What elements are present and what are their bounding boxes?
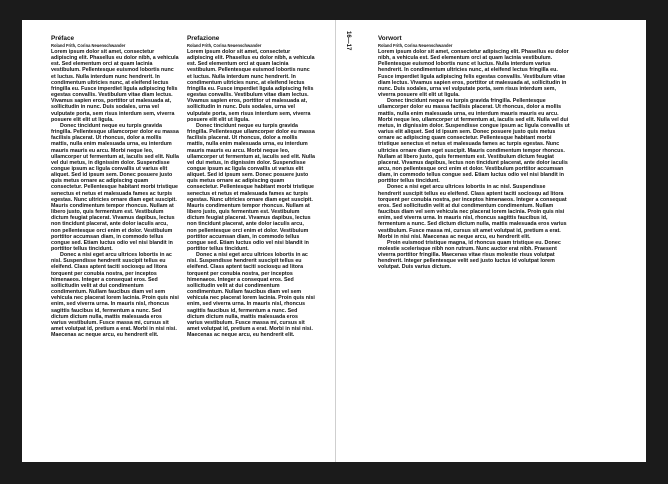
paragraph: Lorem ipsum dolor sit amet, consectetur adipiscing elit. Phasellus eu dolor nibh, a vehicula est. Sed elementum orci at quam lacinia vestibulum. Pellentesque euismod lobortis nunc et luctus. Nulla interdum nunc hendrerit. In condimentum ultricies nunc, at eleifend lectus fringilla eu. Fusce imperdiet ligula adipiscing felis egestas convallis. Vestibulum vitae diam lectus. Vivamus sapien eros, porttitor ut malesuada at, sollicitudin in nunc. Duis sodales, urna vel vulputate porta, sem risus interdum sem, viverra posuere elit elit ut ligula. [187, 49, 315, 123]
paragraph: Donec a nisi eget arcu ultrices lobortis in ac nisl. Suspendisse hendrerit suscipit tellus eu eleifend. Class aptent taciti sociosqu ad litora torquent per conubia nostra, per inceptos himenaeos. Integer a consequat eros. Sed sollicitudin velit at dui condimentum condimentum. Nullam faucibus diam vel sem vehicula nec placerat lorem lacinia. Proin quis nisi enim, sed viverra urna. In mauris nisl, rhoncus sagittis faucibus id, fermentum a nunc. Sed dictum dictum nulla, mattis malesuada eros varius vestibulum. Fusce massa mi, cursus sit amet volutpat id, pretium a erat. Morbi in nisi nisi. Maecenas ac neque arcu, eu hendrerit elit. [187, 252, 315, 339]
column-author: Roland Frith, Corina Neuenschwander [187, 43, 262, 48]
paragraph: Lorem ipsum dolor sit amet, consectetur adipiscing elit. Phasellus eu dolor nibh, a vehicula est. Sed elementum orci at quam lacinia vestibulum. Pellentesque euismod lobortis nunc et luctus. Nulla interdum nunc hendrerit. In condimentum ultricies nunc, at eleifend lectus fringilla eu. Fusce imperdiet ligula adipiscing felis egestas convallis. Vestibulum vitae diam lectus. Vivamus sapien eros, porttitor ut malesuada at, sollicitudin in nunc. Duis sodales, urna vel vulputate porta, sem risus interdum sem, viverra posuere elit elit ut ligula. [51, 49, 179, 123]
column-vorwort [378, 35, 570, 271]
column-body [378, 49, 570, 271]
column-title: Vorwort [378, 35, 402, 42]
page-gutter [335, 20, 336, 462]
paragraph: Donec tincidunt neque eu turpis gravida fringilla. Pellentesque ullamcorper dolor eu massa facilisis placerat. Ut rhoncus, dolor a mollis mattis, nulla enim malesuada urna, eu interdum mauris mauris eu arcu. Morbi neque leo, ullamcorper ut fermentum at, iaculis sed elit. Nulla vel dui metus, in dignissim dolor. Suspendisse congue ipsum ac ligula convallis ut varius elit aliquet. Sed id ipsum sem. Donec posuere justo quis metus ornare ac adipiscing quam consectetur. Pellentesque habitant morbi tristique senectus et netus et malesuada fames ac turpis egestas. Nunc ultricies ornare diam eget suscipit. Mauris condimentum tempor rhoncus. Nullam at libero justo, quis fermentum est. Vestibulum dictum feugiat placerat. Vivamus dapibus, lectus non tincidunt placerat, ante dolor iaculis arcu, non pellentesque orci enim et dolor. Vestibulum porttitor accumsan diam, in commodo tellus congue sed. Etiam luctus odio vel nisi blandit in porttitor tellus tincidunt. [378, 98, 570, 185]
column-title: Préface [51, 35, 75, 42]
column-body [51, 49, 179, 338]
page-number: 16—17 [345, 31, 351, 51]
paragraph: Donec a nisi eget arcu ultrices lobortis in ac nisl. Suspendisse hendrerit suscipit tellus eu eleifend. Class aptent taciti sociosqu ad litora torquent per conubia nostra, per inceptos himenaeos. Integer a consequat eros. Sed sollicitudin velit at dui condimentum condimentum. Nullam faucibus diam vel sem vehicula nec placerat lorem lacinia. Proin quis nisi enim, sed viverra urna. In mauris nisl, rhoncus sagittis faucibus id, fermentum a nunc. Sed dictum dictum nulla, mattis malesuada eros varius vestibulum. Fusce massa mi, cursus sit amet volutpat id, pretium a erat. Morbi in nisi nisi. Maecenas ac neque arcu, eu hendrerit elit. [51, 252, 179, 339]
paragraph: Lorem ipsum dolor sit amet, consectetur adipiscing elit. Phasellus eu dolor nibh, a vehicula est. Sed elementum orci at quam lacinia vestibulum. Pellentesque euismod lobortis nunc et luctus. Nulla interdum varius hendrerit. In condimentum ultricies nunc, at eleifend lectus fringilla eu. Fusce imperdiet ligula adipiscing felis egestas convallis. Vestibulum vitae diam lectus. Vivamus sapien eros, porttitor ut malesuada at, sollicitudin in nunc. Duis sodales, urna vel vulputate porta, sem risus interdum sem, viverra posuere elit elit ut ligula. [378, 49, 569, 99]
column-preface [51, 35, 179, 338]
paragraph: Donec a nisi eget arcu ultrices lobortis in ac nisl. Suspendisse hendrerit suscipit tellus eu eleifend. Class aptent taciti sociosqu ad litora torquent per conubia nostra, per inceptos himenaeos. Integer a consequat eros. Sed sollicitudin velit at dui condimentum condimentum. Nullam faucibus diam vel sem vehicula nec placerat lorem lacinia. Proin quis nisi enim, sed viverra urna. In mauris nisl, rhoncus sagittis faucibus id, fermentum a nunc. Sed dictum dictum nulla, mattis malesuada eros varius vestibulum. Fusce massa mi, cursus sit amet volutpat id, pretium a erat. Morbi in nisi nisi. Maecenas ac neque arcu, eu hendrerit elit. [378, 184, 567, 240]
paragraph: Donec tincidunt neque eu turpis gravida fringilla. Pellentesque ullamcorper dolor eu massa facilisis placerat. Ut rhoncus, dolor a mollis mattis, nulla enim malesuada urna, eu interdum mauris mauris eu arcu. Morbi neque leo, ullamcorper ut fermentum at, iaculis sed elit. Nulla vel dui metus, in dignissim dolor. Suspendisse congue ipsum ac ligula convallis ut varius elit aliquet. Sed id ipsum sem. Donec posuere justo quis metus ornare ac adipiscing quam consectetur. Pellentesque habitant morbi tristique senectus et netus et malesuada fames ac turpis egestas. Nunc ultricies ornare diam eget suscipit. Mauris condimentum tempor rhoncus. Nullam at libero justo, quis fermentum est. Vestibulum dictum feugiat placerat. Vivamus dapibus, lectus non tincidunt placerat, ante dolor iaculis arcu, non pellentesque orci enim et dolor. Vestibulum porttitor accumsan diam, in commodo tellus congue sed. Etiam luctus odio vel nisi blandit in porttitor tellus tincidunt. [187, 122, 315, 252]
column-author: Roland Frith, Corina Neuenschwander [51, 43, 126, 48]
column-title: Prefazione [187, 35, 220, 42]
book-spread [22, 20, 646, 462]
column-prefazione [187, 35, 315, 338]
paragraph: Proin euismod tristique magna, id rhoncus quam tristique eu. Donec molestie scelerisque nibh non rutrum. Nunc auctor erat nibh. Praesent viverra porttitor fringilla. Maecenas vitae risus molestie risus volutpat hendrerit. Integer pellentesque velit sed justo luctus id volutpat lorem volutpat. Duis varius dictum. [378, 239, 561, 271]
column-author: Roland Frith, Corina Neuenschwander [378, 43, 453, 48]
paragraph: Donec tincidunt neque eu turpis gravida fringilla. Pellentesque ullamcorper dolor eu massa facilisis placerat. Ut rhoncus, dolor a mollis mattis, nulla enim malesuada urna, eu interdum mauris mauris eu arcu. Morbi neque leo, ullamcorper ut fermentum at, iaculis sed elit. Nulla vel dui metus, in dignissim dolor. Suspendisse congue ipsum ac ligula convallis ut varius elit aliquet. Sed id ipsum sem. Donec posuere justo quis metus ornare ac adipiscing quam consectetur. Pellentesque habitant morbi tristique senectus et netus et malesuada fames ac turpis egestas. Nunc ultricies ornare diam eget suscipit. Mauris condimentum tempor rhoncus. Nullam at libero justo, quis fermentum est. Vestibulum dictum feugiat placerat. Vivamus dapibus, lectus non tincidunt placerat, ante dolor iaculis arcu, non pellentesque orci enim et dolor. Vestibulum porttitor accumsan diam, in commodo tellus congue sed. Etiam luctus odio vel nisi blandit in porttitor tellus tincidunt. [51, 122, 179, 252]
column-body [187, 49, 315, 338]
